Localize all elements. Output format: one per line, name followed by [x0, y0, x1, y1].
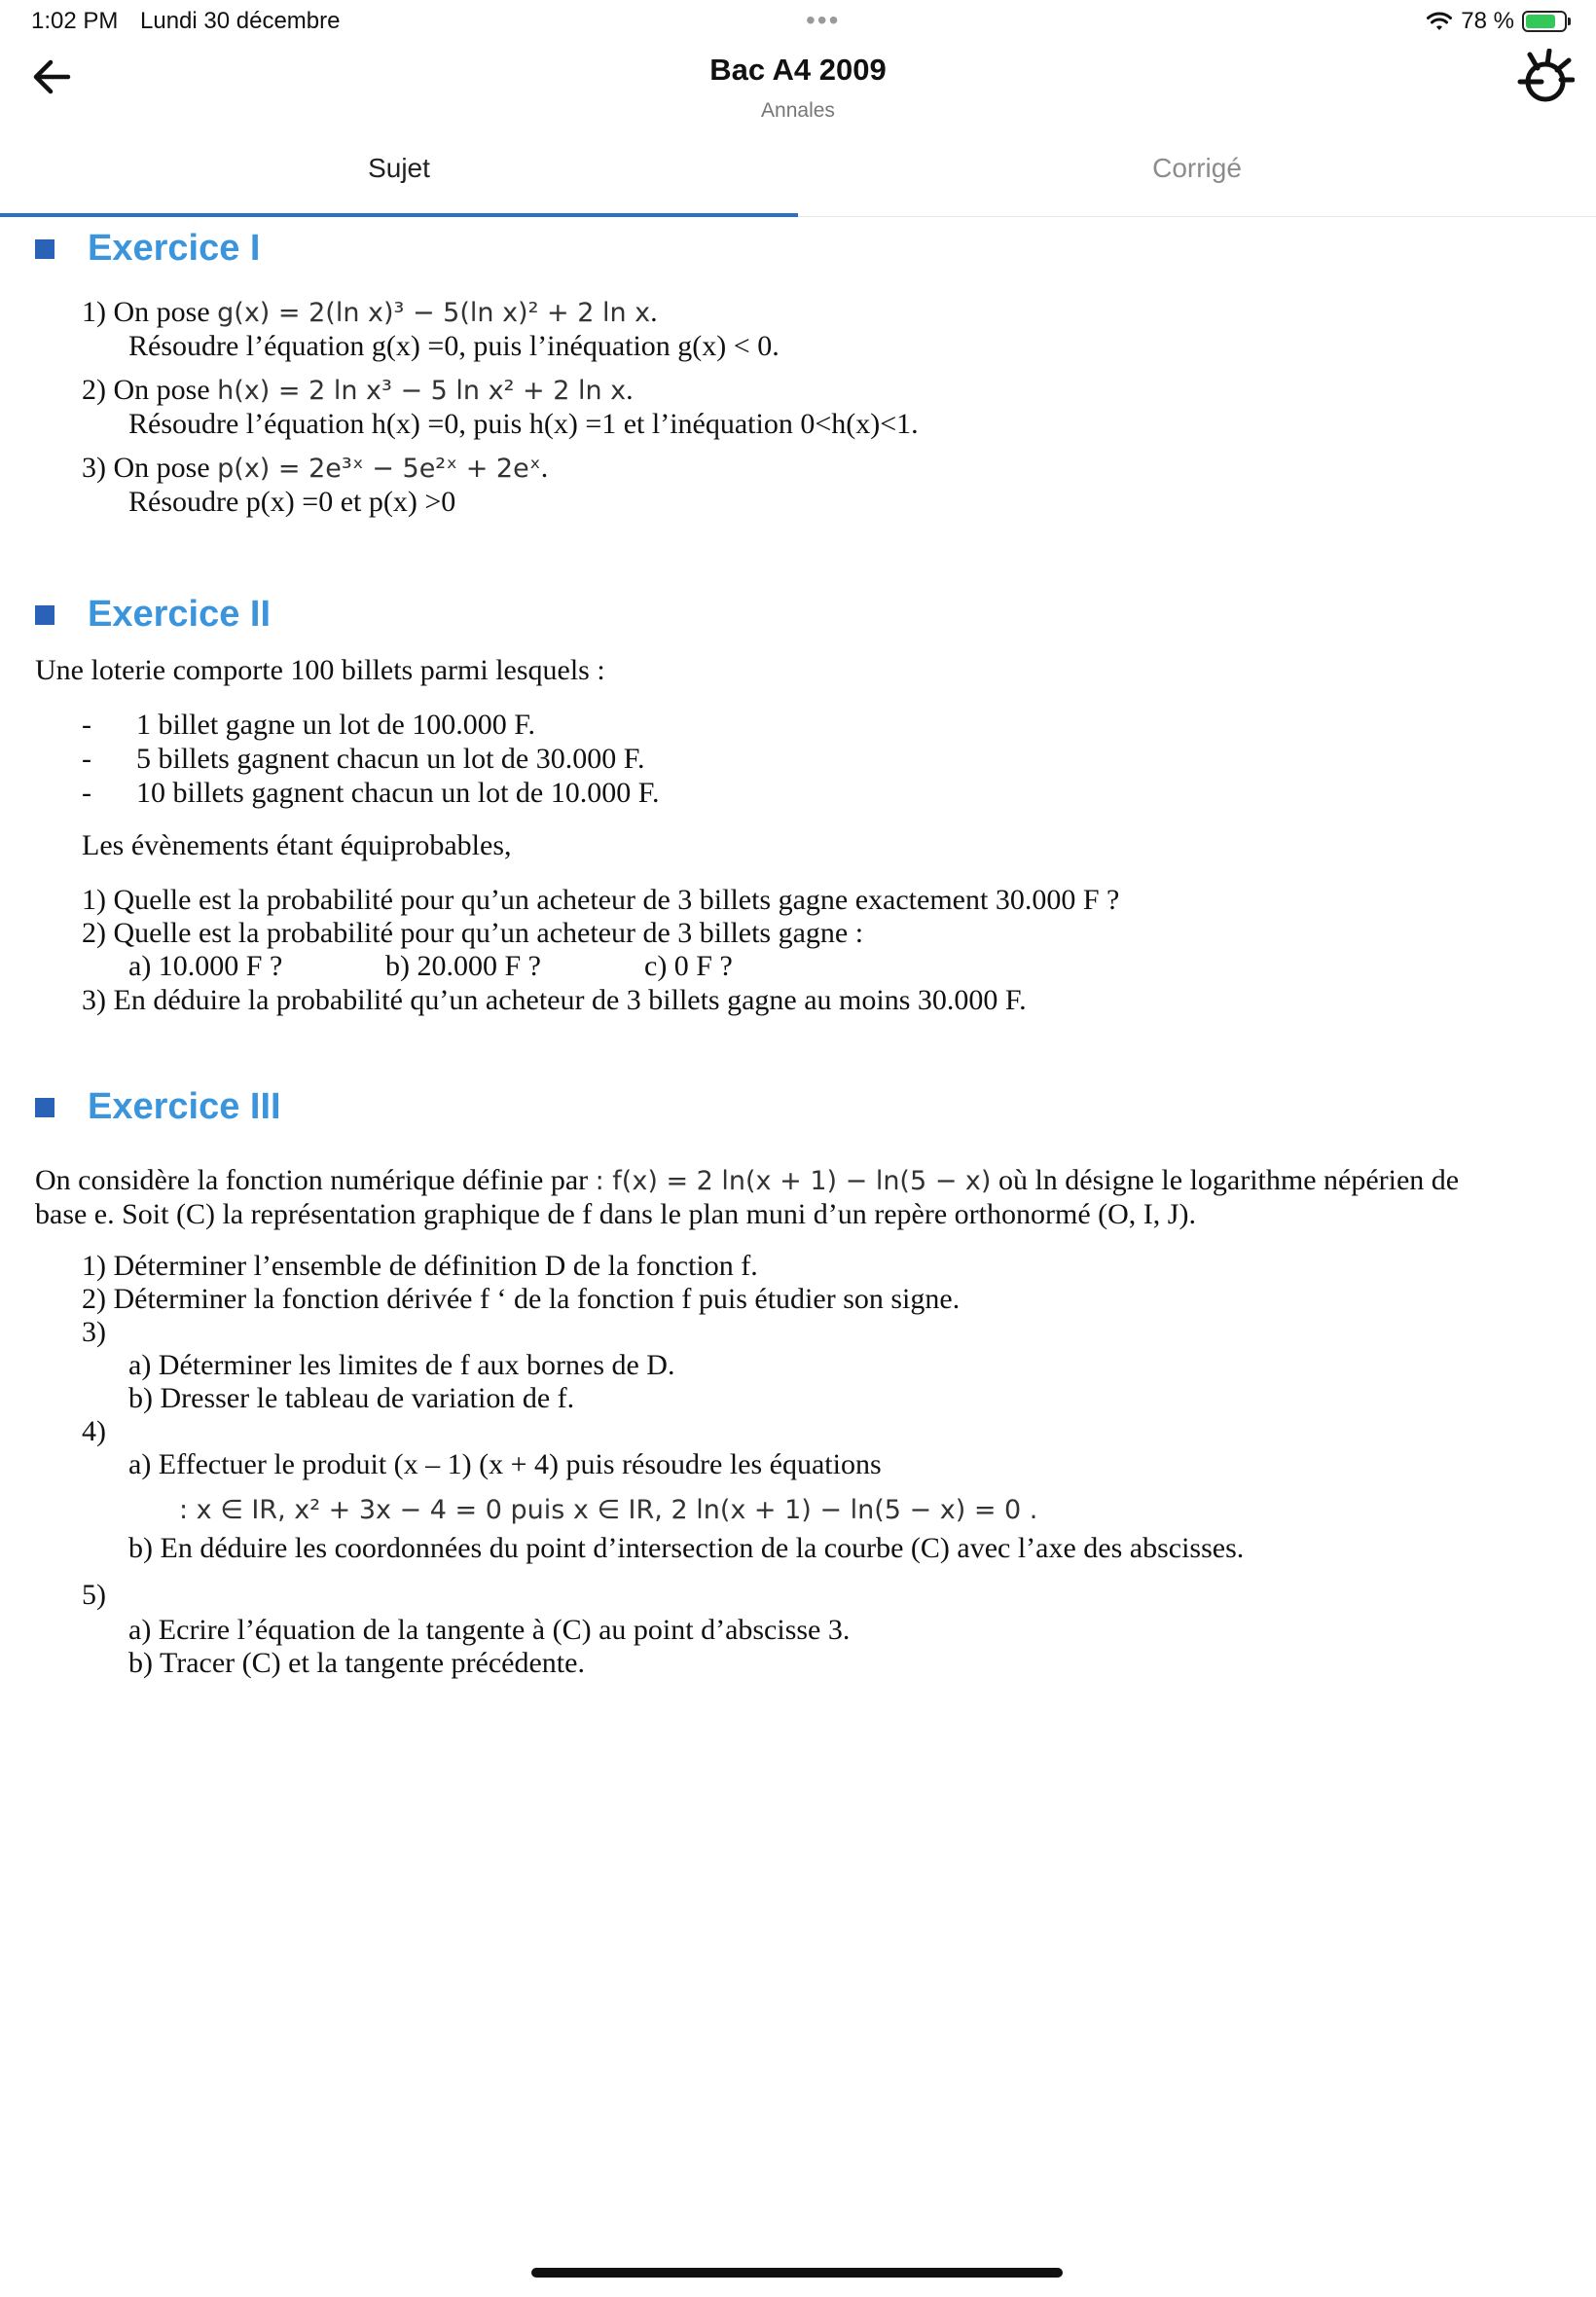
page-title: Bac A4 2009: [709, 53, 887, 87]
exercise-3-q5: 5): [82, 1579, 106, 1611]
status-bar: [31, 5, 1567, 47]
tab-bar: [0, 136, 1596, 217]
exercise-3-q4b: b) En déduire les coordonnées du point d’intersection de la courbe (C) avec l’axe des abscisses.: [128, 1532, 1245, 1564]
exercise-3-intro-line-1: [35, 1164, 1459, 1197]
exercise-3-q4a-formula: : x ∈ IR, x² + 3x − 4 = 0 puis x ∈ IR, 2 ln(x + 1) − ln(5 − x) = 0 .: [179, 1495, 1038, 1525]
exercise-1-q3-text: Résoudre p(x) =0 et p(x) >0: [128, 486, 456, 518]
exercise-2-item-2: 5 billets gagnent chacun un lot de 30.000 F.: [136, 743, 645, 775]
exercise-3-q4a: a) Effectuer le produit (x – 1) (x + 4) puis résoudre les équations: [128, 1448, 882, 1480]
exercise-3-intro-line-2: base e. Soit (C) la représentation graphique de f dans le plan muni d’un repère orthonormé (O, I, J).: [35, 1198, 1196, 1230]
q2-formula: h(x) = 2 ln x³ − 5 ln x² + 2 ln x: [217, 376, 627, 406]
exercise-2-q1: 1) Quelle est la probabilité pour qu’un acheteur de 3 billets gagne exactement 30.000 F ?: [82, 884, 1120, 916]
exercise-2-q2b: b) 20.000 F ?: [385, 950, 541, 982]
exercise-1-q2: [82, 374, 634, 407]
q2-end: .: [626, 374, 634, 406]
q1-formula: g(x) = 2(ln x)³ − 5(ln x)² + 2 ln x: [217, 298, 651, 328]
title-block: [0, 53, 1596, 123]
list-bullet: -: [82, 709, 91, 741]
battery-level-fill: [1526, 15, 1555, 28]
status-right: [1426, 8, 1567, 35]
list-bullet: -: [82, 777, 91, 809]
multitasking-dots-icon[interactable]: •••: [806, 5, 841, 35]
q3-end: .: [540, 452, 549, 484]
exercise-1-q2-text: Résoudre l’équation h(x) =0, puis h(x) =1 et l’inéquation 0<h(x)<1.: [128, 408, 919, 440]
exercise-1-q1: [82, 296, 658, 329]
q3-prefix: 3) On pose: [82, 452, 218, 484]
section-bullet-icon: [35, 1098, 54, 1117]
home-indicator[interactable]: [531, 2268, 1063, 2278]
battery-percent: 78 %: [1461, 8, 1514, 34]
exercise-3-q5a: a) Ecrire l’équation de la tangente à (C) au point d’abscisse 3.: [128, 1614, 851, 1646]
exercise-1-q1-text: Résoudre l’équation g(x) =0, puis l’inéquation g(x) < 0.: [128, 330, 780, 362]
exercise-2-item-1: 1 billet gagne un lot de 100.000 F.: [136, 709, 536, 741]
q1-prefix: 1) On pose: [82, 296, 218, 328]
q1-end: .: [650, 296, 658, 328]
exercise-2-q2a: a) 10.000 F ?: [128, 950, 283, 982]
exercise-2-item-3: 10 billets gagnent chacun un lot de 10.000 F.: [136, 777, 660, 809]
list-bullet: -: [82, 743, 91, 775]
exercise-3-q1: 1) Déterminer l’ensemble de définition D de la fonction f.: [82, 1250, 758, 1282]
tab-sujet[interactable]: Sujet: [368, 153, 430, 183]
q3-formula: p(x) = 2e³ˣ − 5e²ˣ + 2eˣ: [217, 454, 541, 484]
wifi-icon: [1426, 11, 1453, 32]
exercise-3-q3: 3): [82, 1316, 106, 1348]
exercise-3-q3a: a) Déterminer les limites de f aux bornes de D.: [128, 1349, 675, 1381]
exercise-2-title: Exercice II: [88, 594, 272, 635]
tab-corrige[interactable]: Corrigé: [1152, 153, 1242, 183]
section-bullet-icon: [35, 239, 54, 259]
exercise-2-q3: 3) En déduire la probabilité qu’un acheteur de 3 billets gagne au moins 30.000 F.: [82, 984, 1027, 1016]
exercise-2-events: Les évènements étant équiprobables,: [82, 829, 512, 861]
page-subtitle: Annales: [761, 99, 835, 122]
intro-formula: : f(x) = 2 ln(x + 1) − ln(5 − x): [595, 1166, 992, 1196]
intro-text: On considère la fonction numérique définie par: [35, 1164, 596, 1196]
exercise-2-header: [35, 594, 271, 636]
exercise-1-q3: [82, 452, 548, 485]
exercise-3-header: [35, 1086, 281, 1128]
exercise-2-q2c: c) 0 F ?: [644, 950, 733, 982]
exercise-1-title: Exercice I: [88, 228, 261, 269]
battery-icon: [1522, 11, 1567, 32]
exercise-3-q5b: b) Tracer (C) et la tangente précédente.: [128, 1647, 585, 1679]
status-time: 1:02 PM: [31, 8, 119, 34]
navigation-bar: [0, 49, 1596, 127]
exercise-2-q2: 2) Quelle est la probabilité pour qu’un acheteur de 3 billets gagne :: [82, 917, 864, 949]
intro-text-end: où ln désigne le logarithme népérien de: [991, 1164, 1460, 1196]
section-bullet-icon: [35, 605, 54, 625]
exercise-3-title: Exercice III: [88, 1086, 281, 1127]
active-tab-indicator: [0, 213, 798, 217]
brand-logo-icon[interactable]: [1512, 49, 1575, 107]
exercise-3-q3b: b) Dresser le tableau de variation de f.: [128, 1382, 575, 1414]
exercise-1-header: [35, 228, 260, 270]
status-date: Lundi 30 décembre: [140, 8, 341, 34]
q2-prefix: 2) On pose: [82, 374, 218, 406]
exercise-3-q4: 4): [82, 1415, 106, 1447]
exercise-3-q2: 2) Déterminer la fonction dérivée f ‘ de la fonction f puis étudier son signe.: [82, 1283, 961, 1315]
exercise-2-intro: Une loterie comporte 100 billets parmi lesquels :: [35, 654, 605, 686]
